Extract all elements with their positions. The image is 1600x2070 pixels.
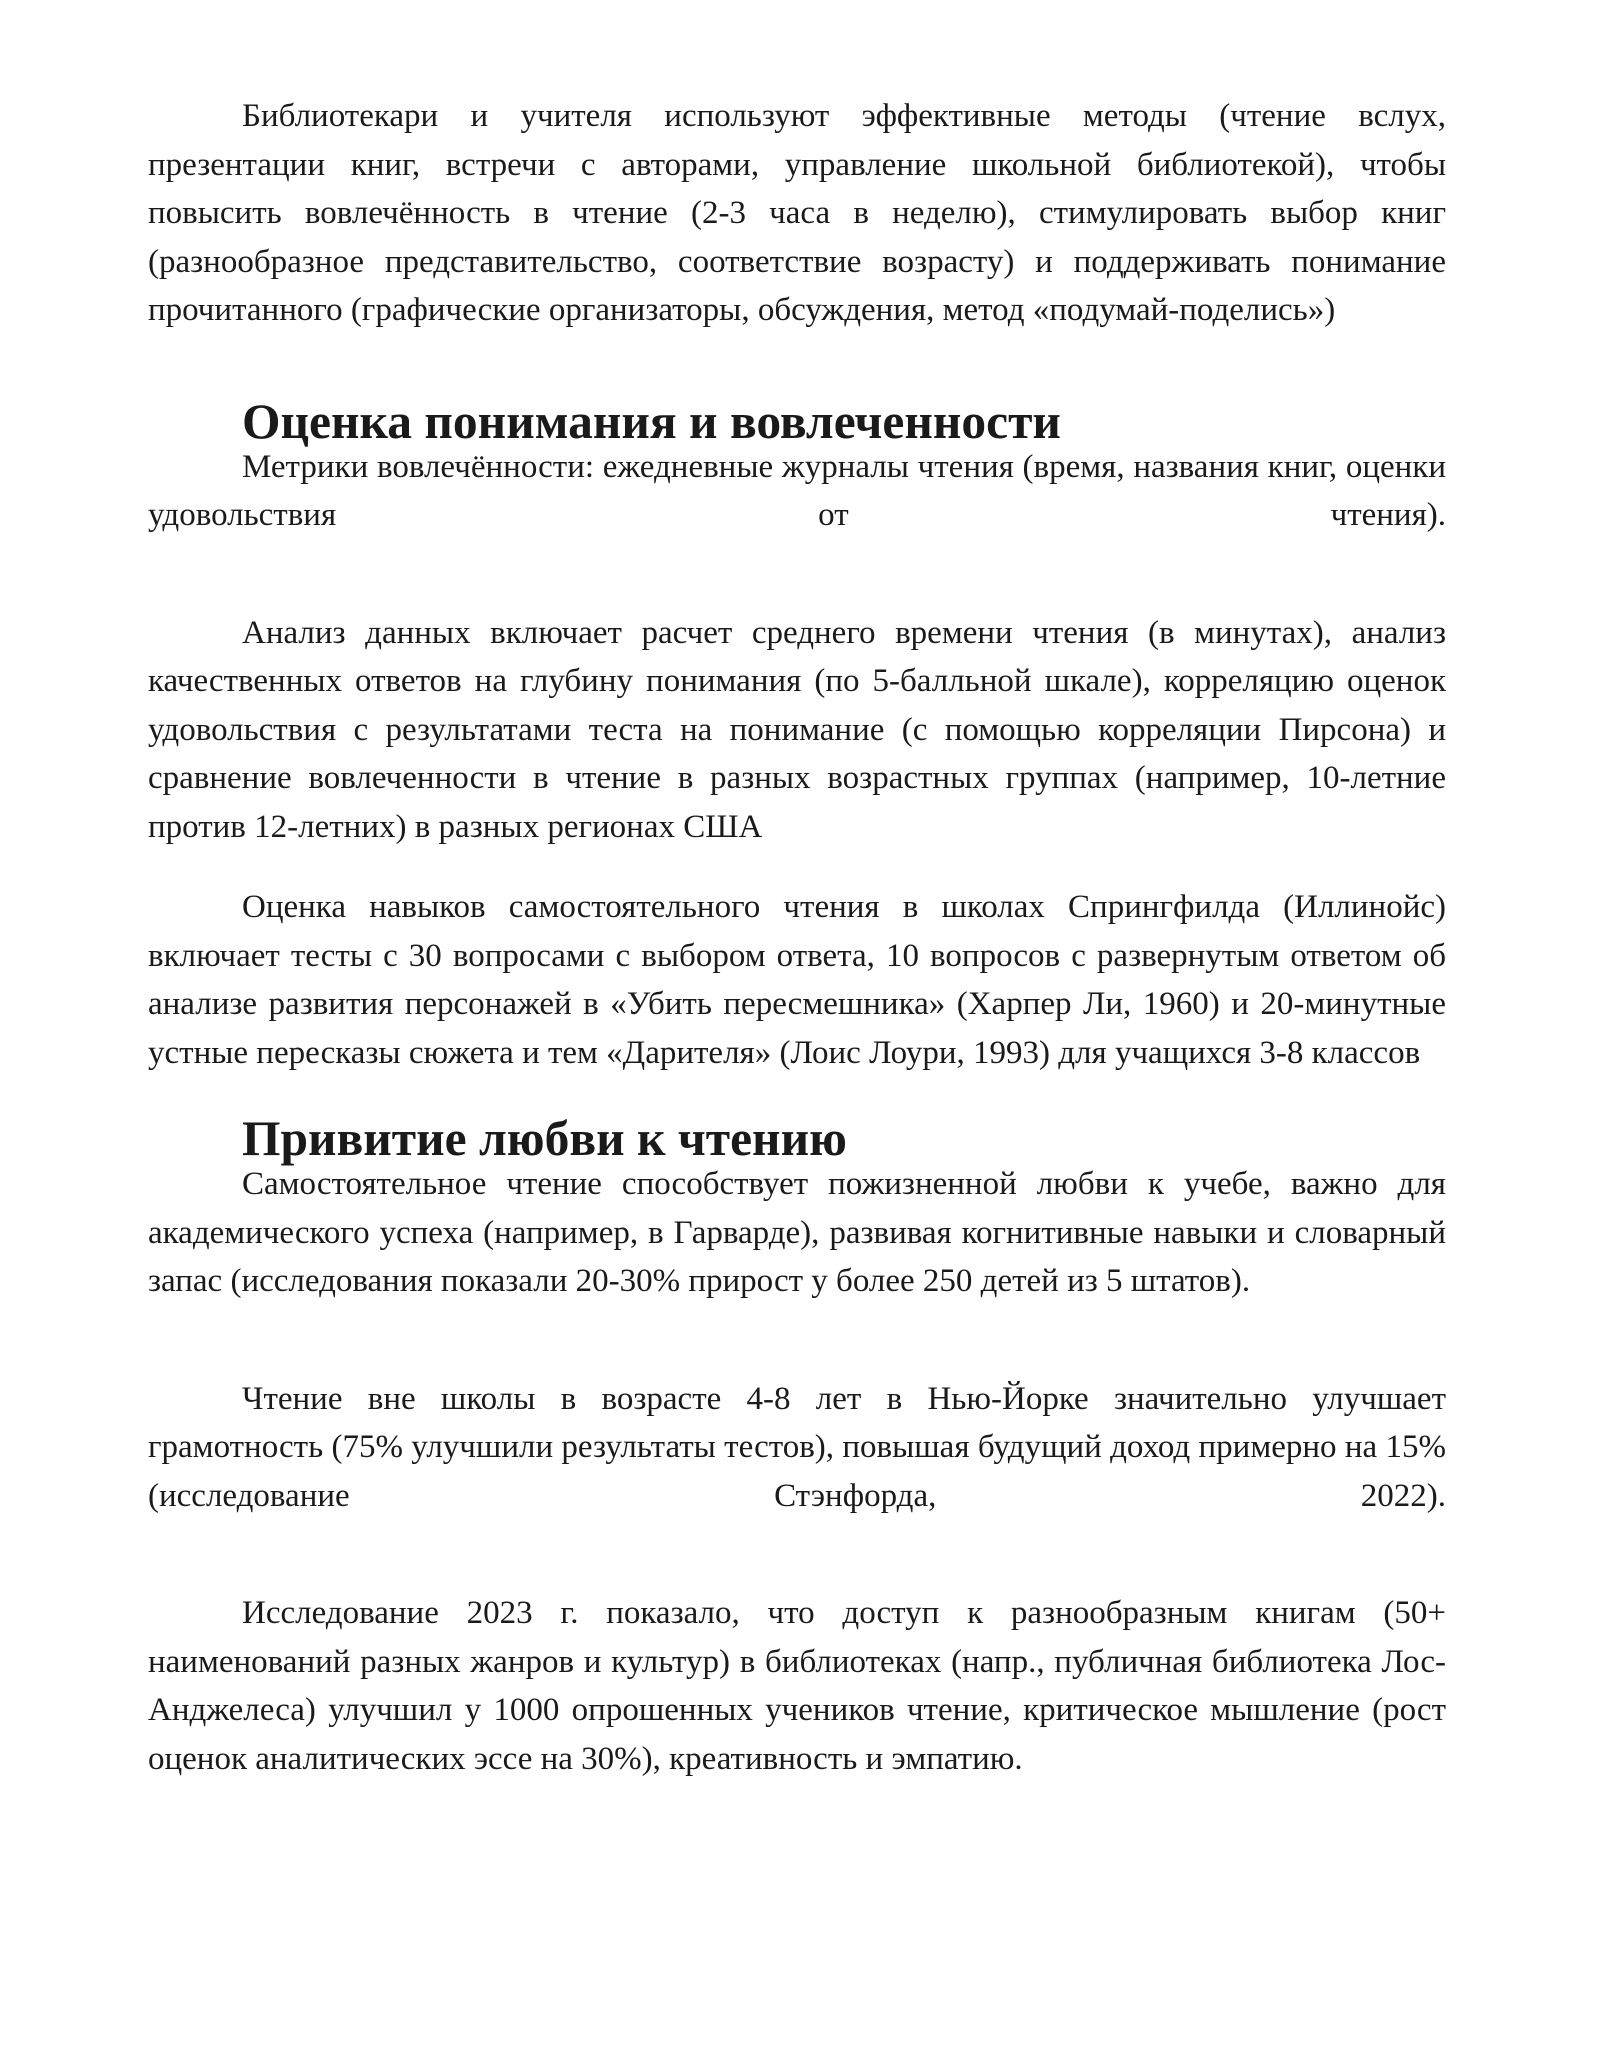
heading-assessment: Оценка понимания и вовлеченности [242, 393, 1061, 449]
paragraph-independent-reading: Самостоятельное чтение способствует пожизненной любви к учебе, важно для академического успеха (например, в Гарварде), развивая когнитивные навыки и словарный запас (исследования показали 20-30% прирост у более 250 детей из 5 штатов). [148, 1166, 1446, 1299]
document-page [148, 92, 1446, 1783]
paragraph-study-2023: Исследование 2023 г. показало, что доступ к разнообразным книгам (50+ наименований разных жанров и культур) в библиотеках (напр., публичная библиотека Лос-Анджелеса) улучшил у 1000 опрошенных учеников чтение, критическое мышление (рост оценок аналитических эссе на 30%), креативность и эмпатию. [148, 1595, 1446, 1777]
paragraph-metrics: Метрики вовлечённости: ежедневные журналы чтения (время, названия книг, оценки удовольствия от чтения). [148, 448, 1446, 533]
spacer [148, 540, 1446, 609]
paragraph-skills-assessment: Оценка навыков самостоятельного чтения в школах Спрингфилда (Иллинойс) включает тесты с 30 вопросами с выбором ответа, 10 вопросов с развернутым ответом об анализе развития персонажей в «Убить пересмешника» (Харпер Ли, 1960) и 20-минутные устные пересказы сюжета и тем «Дарителя» (Лоис Лоури, 1993) для учащихся 3-8 классов [148, 889, 1446, 1071]
paragraph-reading-outside-school: Чтение вне школы в возрасте 4-8 лет в Нью-Йорке значительно улучшает грамотность (75% улучшили результаты тестов), повышая будущий доход примерно на 15% (исследование Стэнфорда, 2022). [148, 1380, 1446, 1514]
spacer [148, 1520, 1446, 1589]
spacer [148, 1306, 1446, 1375]
spacer [148, 851, 1446, 883]
paragraph-methods: Библиотекари и учителя используют эффективные методы (чтение вслух, презентации книг, встречи с авторами, управление школьной библиотекой), чтобы повысить вовлечённость в чтение (2-3 часа в неделю), стимулировать выбор книг (разнообразное представительство, соответствие возрасту) и поддерживать понимание прочитанного (графические организаторы, обсуждения, метод «подумай-поделись») [148, 98, 1446, 328]
spacer [148, 335, 1446, 401]
paragraph-data-analysis: Анализ данных включает расчет среднего времени чтения (в минутах), анализ качественных ответов на глубину понимания (по 5-балльной шкале), корреляцию оценок удовольствия с результатами теста на понимание (с помощью корреляции Пирсона) и сравнение вовлеченности в чтение в разных возрастных группах (например, 10-летние против 12-летних) в разных регионах США [148, 614, 1446, 845]
heading-love-of-reading: Привитие любви к чтению [242, 1111, 847, 1166]
